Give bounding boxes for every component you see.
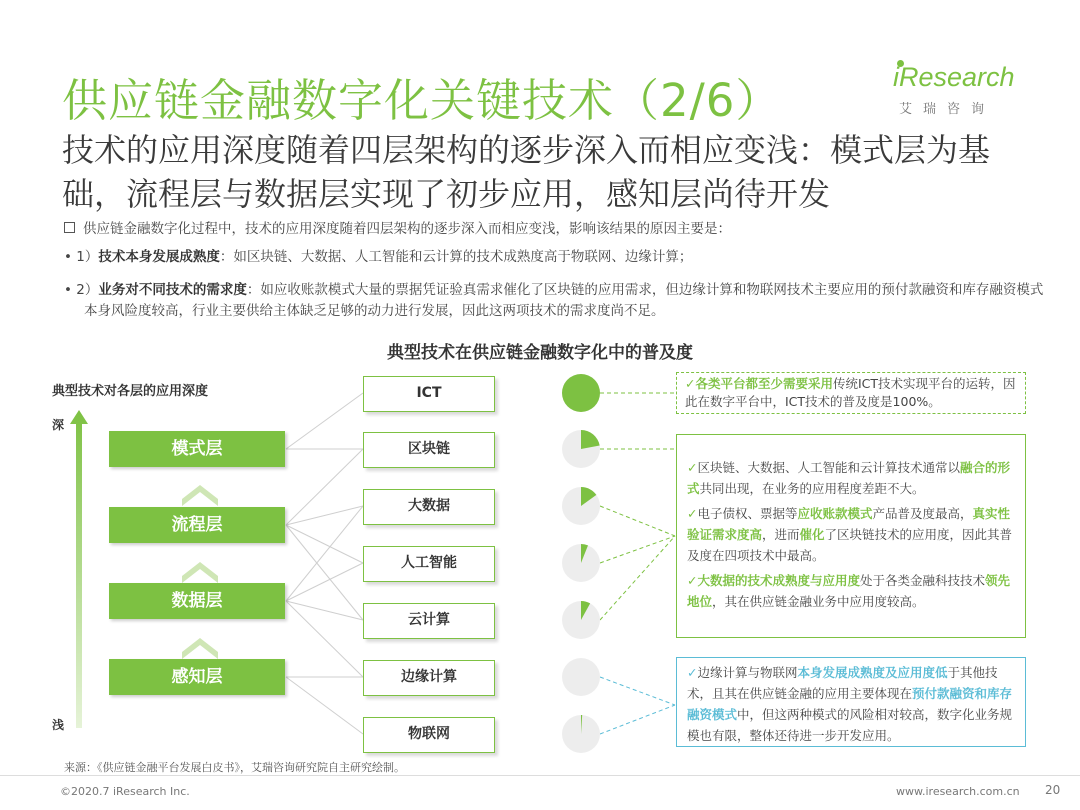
page-title: 供应链金融数字化关键技术（2/6） — [62, 74, 782, 127]
intro-text-content: 供应链金融数字化过程中，技术的应用深度随着四层架构的逐步深入而相应变浅，影响该结果的原因主要是： — [83, 221, 731, 237]
copyright: ©2020.7 iResearch Inc. — [60, 785, 190, 798]
bullet-prefix: • 2） — [64, 282, 99, 298]
bullet-text: ：如应收账款模式大量的票据凭证验真需求催化了区块链的应用需求，但边缘计算和物联网技术主要应用的预付款融资和库存融资模式本身风险度较高，行业主要供给主体缺乏足够的动力进行发展，因此这两项技术的需求度尚不足。 — [84, 282, 1044, 319]
chevron-up-icon — [182, 485, 218, 506]
note-bold: 催化 — [799, 527, 825, 542]
note-bold: 各类平台都至少需要采用 — [695, 376, 833, 391]
layer-process: 流程层 — [109, 507, 285, 543]
note-text: 共同出现，在业务的应用程度差距不大。 — [699, 481, 925, 496]
tech-blockchain: 区块链 — [363, 432, 495, 468]
source-note: 来源：《供应链金融平台发展白皮书》，艾瑞咨询研究院自主研究绘制。 — [64, 761, 405, 774]
axis-label: 典型技术对各层的应用深度 — [52, 384, 209, 399]
layer-mode: 模式层 — [109, 431, 285, 467]
pie-note-connectors — [600, 393, 675, 620]
tech-cloud: 云计算 — [363, 603, 495, 639]
note-ict — [676, 372, 1026, 414]
note-text: 区块链、大数据、人工智能和云计算技术通常以 — [697, 460, 960, 475]
page-number: 20 — [1045, 783, 1061, 797]
website-url: www.iresearch.com.cn — [896, 785, 1020, 798]
footer-divider — [0, 775, 1080, 776]
note-group-2 — [676, 657, 1026, 747]
note-text: 电子债权、票据等 — [697, 506, 798, 521]
layer-data: 数据层 — [109, 583, 285, 619]
page-subtitle: 技术的应用深度随着四层架构的逐步深入而相应变浅：模式层为基础，流程层与数据层实现了初步应用，感知层尚待开发 — [62, 131, 991, 213]
note-item — [687, 570, 1015, 612]
bullet-prefix: • 1） — [64, 249, 99, 265]
layer-perception: 感知层 — [109, 659, 285, 695]
note-text: 于其他技术，且其在供应链金融的应用主要体现在 — [687, 665, 998, 701]
bullet-text: ：如区块链、大数据、人工智能和云计算的技术成熟度高于物联网、边缘计算； — [219, 249, 693, 265]
check-icon: ✓ — [687, 460, 698, 475]
pie-slice — [562, 374, 600, 412]
check-icon: ✓ — [687, 506, 698, 521]
depth-arrow — [70, 410, 88, 728]
tech-ai: 人工智能 — [363, 546, 495, 582]
note-text: 边缘计算与物联网 — [697, 665, 798, 680]
check-icon: ✓ — [687, 573, 698, 588]
check-icon: ✓ — [687, 665, 698, 680]
layer-tech-connectors — [286, 393, 363, 734]
deep-label: 深 — [52, 418, 65, 432]
note-bold: 本身发展成熟度及应用度低 — [797, 665, 948, 680]
shallow-label: 浅 — [52, 718, 65, 732]
note-bold: 大数据的技术成熟度与应用度 — [697, 573, 860, 588]
chevron-up-icon — [182, 638, 218, 659]
note-text: 中，但这两种模式的风险相对较高，数字化业务规模也有限，整体还待进一步开发应用。 — [687, 707, 1013, 743]
note-bold: 应收账款模式 — [797, 506, 873, 521]
chevron-up-icon — [182, 562, 218, 583]
note-text: 处于各类金融科技技术 — [860, 573, 986, 588]
check-icon: ✓ — [685, 376, 696, 391]
pie-background — [562, 658, 600, 696]
logo-name: iResearch — [893, 62, 1015, 92]
note-bold: 真实性验证需求度高 — [687, 506, 1011, 542]
tech-iot: 物联网 — [363, 717, 495, 753]
tech-edge: 边缘计算 — [363, 660, 495, 696]
note-bold: 领先地位 — [687, 573, 1011, 609]
diagram-title: 典型技术在供应链金融数字化中的普及度 — [387, 343, 693, 363]
note-bold: 融合的形式 — [687, 460, 1011, 496]
note-item — [687, 457, 1015, 499]
adoption-pies — [562, 374, 600, 753]
note-text: ，进而 — [762, 527, 800, 542]
pie-note-connectors-blue — [600, 677, 675, 734]
note-group-1 — [676, 434, 1026, 638]
tech-big-data: 大数据 — [363, 489, 495, 525]
tech-ict: ICT — [363, 376, 495, 412]
note-text: 传统ICT技术实现平台的运转，因此在数字平台中，ICT技术的普及度是100%。 — [685, 376, 1016, 409]
note-text: ，其在供应链金融业务中应用度较高。 — [712, 594, 925, 609]
note-text: 了区块链技术的应用度，因此其普及度在四项技术中最高。 — [687, 527, 1013, 563]
note-bold: 预付款融资和库存融资模式 — [687, 686, 1013, 722]
note-item — [687, 503, 1015, 566]
note-text: 产品普及度最高， — [872, 506, 973, 521]
logo-subtitle: 艾瑞咨询 — [899, 102, 996, 117]
bullet-bold: 业务对不同技术的需求度 — [98, 282, 247, 298]
bullet-bold: 技术本身发展成熟度 — [98, 249, 220, 265]
